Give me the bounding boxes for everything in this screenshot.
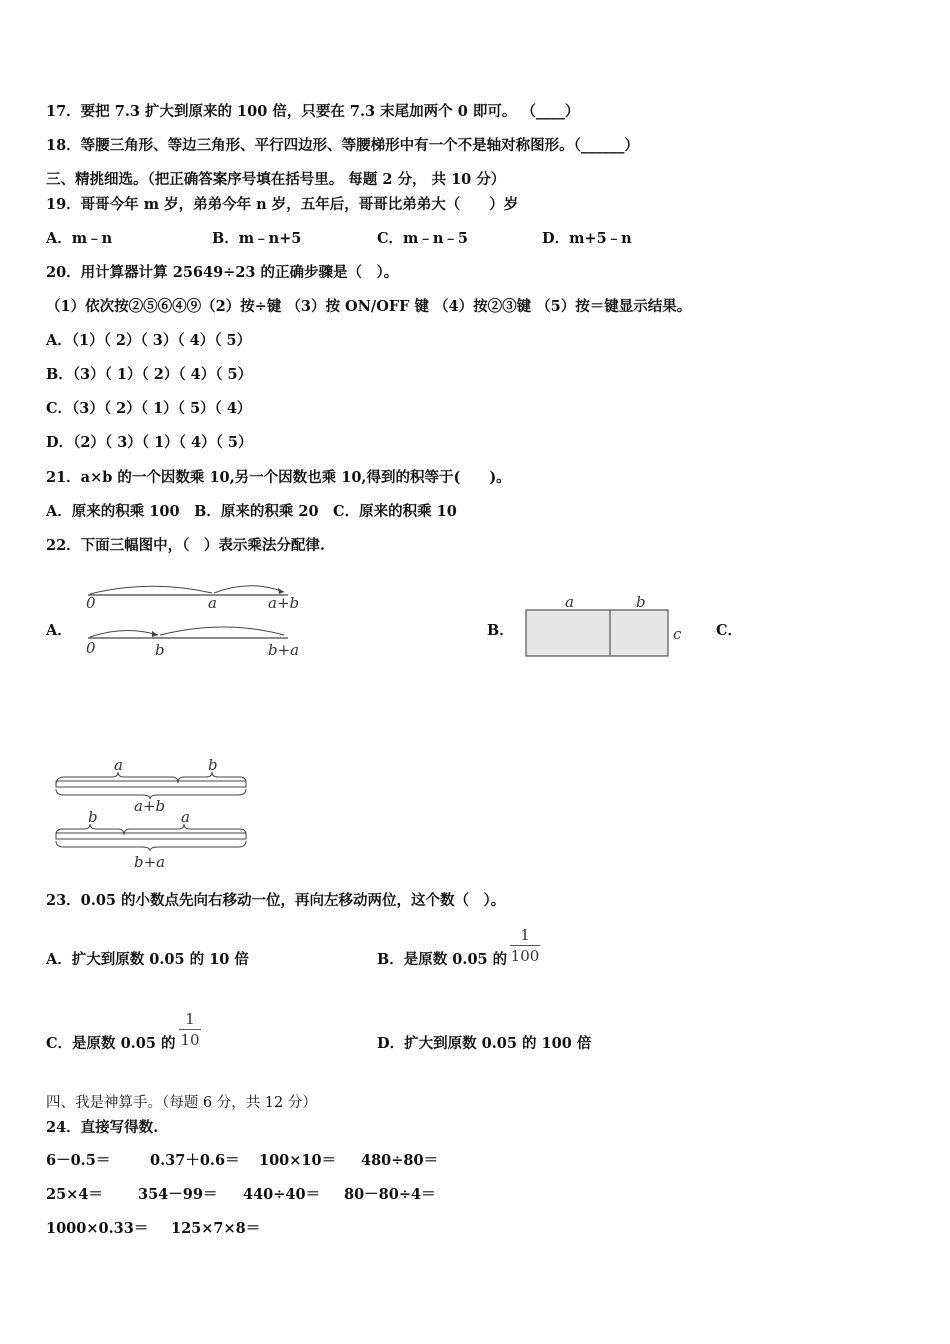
rect-label-a: a <box>565 593 574 611</box>
calc-item: 1000×0.33＝ <box>46 1220 149 1237</box>
rect-label-c: c <box>673 625 682 643</box>
calc-item: 100×10＝ <box>259 1152 337 1169</box>
q23-option-a: A．扩大到原数 0.05 的 10 倍 <box>46 951 249 968</box>
calc-item: 0.37＋0.6＝ <box>150 1152 240 1169</box>
q24-row-3 <box>46 1220 546 1238</box>
question-20-stem: 20．用计算器计算 25649÷23 的正确步骤是（ ）。 <box>46 264 399 281</box>
number-line-b-plus-a <box>86 627 299 659</box>
question-22-stem: 22．下面三幅图中，（ ）表示乘法分配律. <box>46 537 325 554</box>
q20-option-c: C．（3）（ 2）（ 1）（ 5）（ 4） <box>46 400 252 417</box>
q20-option-d: D．（2）（ 3）（ 1）（ 4）（ 5） <box>46 434 253 451</box>
rect-label-b: b <box>636 593 646 611</box>
bar-b-plus-a <box>56 808 246 871</box>
question-23-stem: 23．0.05 的小数点先向右移动一位，再向左移动两位，这个数（ ）。 <box>46 892 506 909</box>
calc-item: 80－80÷4＝ <box>344 1186 436 1203</box>
calc-item: 25×4＝ <box>46 1186 103 1203</box>
q19-option-b: B．m﹣n+5 <box>212 230 302 247</box>
q19-option-a: A．m﹣n <box>46 230 113 247</box>
q22-label-b: B． <box>487 622 514 639</box>
bar2-label-b-plus-a: b+a <box>134 853 166 871</box>
number-line-a-plus-b <box>86 586 299 612</box>
q22-label-c: C． <box>716 622 743 639</box>
question-19-stem: 19．哥哥今年 m 岁，弟弟今年 n 岁，五年后，哥哥比弟弟大（ ）岁 <box>46 196 519 213</box>
calc-item: 354－99＝ <box>138 1186 218 1203</box>
label-a-plus-b: a+b <box>268 594 300 612</box>
calc-item: 440÷40＝ <box>243 1186 321 1203</box>
q23-option-c: C．是原数 0.05 的 <box>46 1035 176 1052</box>
q22-diagram-b <box>520 592 690 664</box>
bar1-label-a: a <box>114 756 123 774</box>
bar1-label-a-plus-b: a+b <box>134 797 166 815</box>
label-zero: 0 <box>86 594 96 612</box>
label-a: a <box>208 594 217 612</box>
calc-item: 480÷80＝ <box>361 1152 439 1169</box>
label-b-plus-a: b+a <box>268 641 300 659</box>
q19-option-c: C．m﹣n﹣5 <box>377 230 469 247</box>
bar-a-plus-b <box>56 756 246 815</box>
question-21-stem: 21．a×b 的一个因数乘 10,另一个因数也乘 10,得到的积等于( )。 <box>46 469 511 486</box>
q22-diagram-a <box>80 575 310 665</box>
question-18: 18．等腰三角形、等边三角形、平行四边形、等腰梯形中有一个不是轴对称图形。（______） <box>46 137 639 154</box>
q23-fraction-b: 1 100 <box>510 926 540 965</box>
q24-row-2 <box>46 1186 546 1204</box>
calc-item: 125×7×8＝ <box>171 1220 261 1237</box>
question-20-steps: （1）依次按②⑤⑥④⑨（2）按÷键 （3）按 ON/OFF 键 （4）按②③键 （5）按＝键显示结果。 <box>46 298 692 315</box>
calc-item: 6－0.5＝ <box>46 1152 111 1169</box>
q24-row-1 <box>46 1152 546 1170</box>
bar1-label-b: b <box>208 756 218 774</box>
q20-option-a: A．（1）（ 2）（ 3）（ 4）（ 5） <box>46 332 252 349</box>
q23-option-d: D．扩大到原数 0.05 的 100 倍 <box>377 1035 592 1052</box>
question-24-stem: 24．直接写得数. <box>46 1119 159 1136</box>
section-4-heading: 四、我是神算手。（每题 6 分，共 12 分） <box>46 1095 317 1111</box>
q22-diagram-c <box>50 755 260 875</box>
q23-fraction-c: 1 10 <box>180 1010 200 1049</box>
bar2-label-b: b <box>88 808 98 826</box>
q21-options: A．原来的积乘 100 B．原来的积乘 20 C．原来的积乘 10 <box>46 503 457 520</box>
q23-option-b: B．是原数 0.05 的 <box>377 951 508 968</box>
question-17: 17．要把 7.3 扩大到原来的 100 倍，只要在 7.3 末尾加两个 0 即可。 （____） <box>46 103 580 120</box>
q20-option-b: B．（3）（ 1）（ 2）（ 4）（ 5） <box>46 366 253 383</box>
label-zero-2: 0 <box>86 639 96 657</box>
section-3-heading: 三、精挑细选。（把正确答案序号填在括号里。 每题 2 分， 共 10 分） <box>46 171 506 188</box>
q19-option-d: D．m+5﹣n <box>542 230 632 247</box>
q22-label-a: A． <box>46 622 72 639</box>
label-b: b <box>155 641 165 659</box>
bar2-label-a: a <box>181 808 190 826</box>
